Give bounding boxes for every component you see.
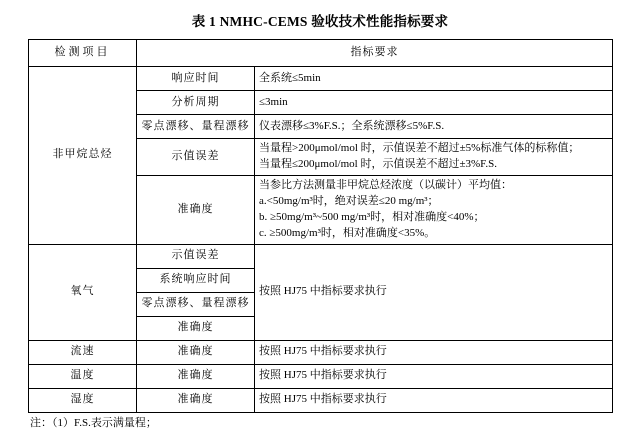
item-cell-humidity-accuracy: 准确度 (137, 388, 255, 412)
category-cell-humidity: 湿度 (29, 388, 137, 412)
item-cell-oxygen-accuracy: 准确度 (137, 316, 255, 340)
table-header-row (29, 40, 613, 67)
requirement-cell-zero-span-drift: 仪表漂移≤3%F.S.；全系统漂移≤5%F.S. (255, 115, 613, 139)
requirement-cell-flow-accuracy: 按照 HJ75 中指标要求执行 (255, 340, 613, 364)
requirement-line: 当量程≤200μmol/mol 时，示值误差不超过±3%F.S. (259, 157, 498, 170)
item-cell-oxygen-indication-error: 示值误差 (137, 244, 255, 268)
column-header-requirement: 指标要求 (137, 40, 613, 67)
item-cell-accuracy-nmhc: 准确度 (137, 175, 255, 244)
category-cell-oxygen: 氧气 (29, 244, 137, 340)
requirement-cell-oxygen: 按照 HJ75 中指标要求执行 (255, 244, 613, 340)
item-cell-response-time: 响应时间 (137, 67, 255, 91)
item-cell-temperature-accuracy: 准确度 (137, 364, 255, 388)
column-header-item: 检测项目 (29, 40, 137, 67)
category-cell-flow-velocity: 流速 (29, 340, 137, 364)
item-cell-oxygen-response-time: 系统响应时间 (137, 268, 255, 292)
page-title: 表 1 NMHC-CEMS 验收技术性能指标要求 (191, 14, 449, 29)
footer-note: 注：（1）F.S.表示满量程； (30, 416, 157, 429)
requirement-cell-indication-error (255, 139, 613, 176)
requirement-cell-humidity-accuracy: 按照 HJ75 中指标要求执行 (255, 388, 613, 412)
requirement-line: 当量程>200μmol/mol 时，示值误差不超过±5%标准气体的标称值； (259, 142, 580, 154)
item-cell-oxygen-zero-span-drift: 零点漂移、量程漂移 (137, 292, 255, 316)
table-row (29, 244, 613, 268)
requirement-cell-accuracy-nmhc (255, 175, 613, 244)
table-row (29, 340, 613, 364)
document-page (0, 10, 640, 437)
requirement-cell-analysis-cycle: ≤3min (255, 91, 613, 115)
category-cell-nmhc: 非甲烷总烃 (29, 67, 137, 245)
category-cell-temperature: 温度 (29, 364, 137, 388)
spec-table (28, 39, 613, 413)
item-cell-flow-accuracy: 准确度 (137, 340, 255, 364)
requirement-line: a.<50mg/m³时，绝对误差≤20 mg/m³； (259, 194, 439, 207)
requirement-cell-response-time: 全系统≤5min (255, 67, 613, 91)
requirement-line: b. ≥50mg/m³~500 mg/m³时，相对准确度<40%； (259, 210, 485, 223)
item-cell-indication-error: 示值误差 (137, 139, 255, 176)
table-row (29, 67, 613, 91)
item-cell-analysis-cycle: 分析周期 (137, 91, 255, 115)
item-cell-zero-span-drift: 零点漂移、量程漂移 (137, 115, 255, 139)
table-row (29, 388, 613, 412)
requirement-line: c. ≥500mg/m³时，相对准确度<35%。 (259, 226, 436, 239)
table-row (29, 364, 613, 388)
requirement-line: 当参比方法测量非甲烷总烃浓度（以碳计）平均值： (259, 178, 512, 191)
requirement-cell-temperature-accuracy: 按照 HJ75 中指标要求执行 (255, 364, 613, 388)
